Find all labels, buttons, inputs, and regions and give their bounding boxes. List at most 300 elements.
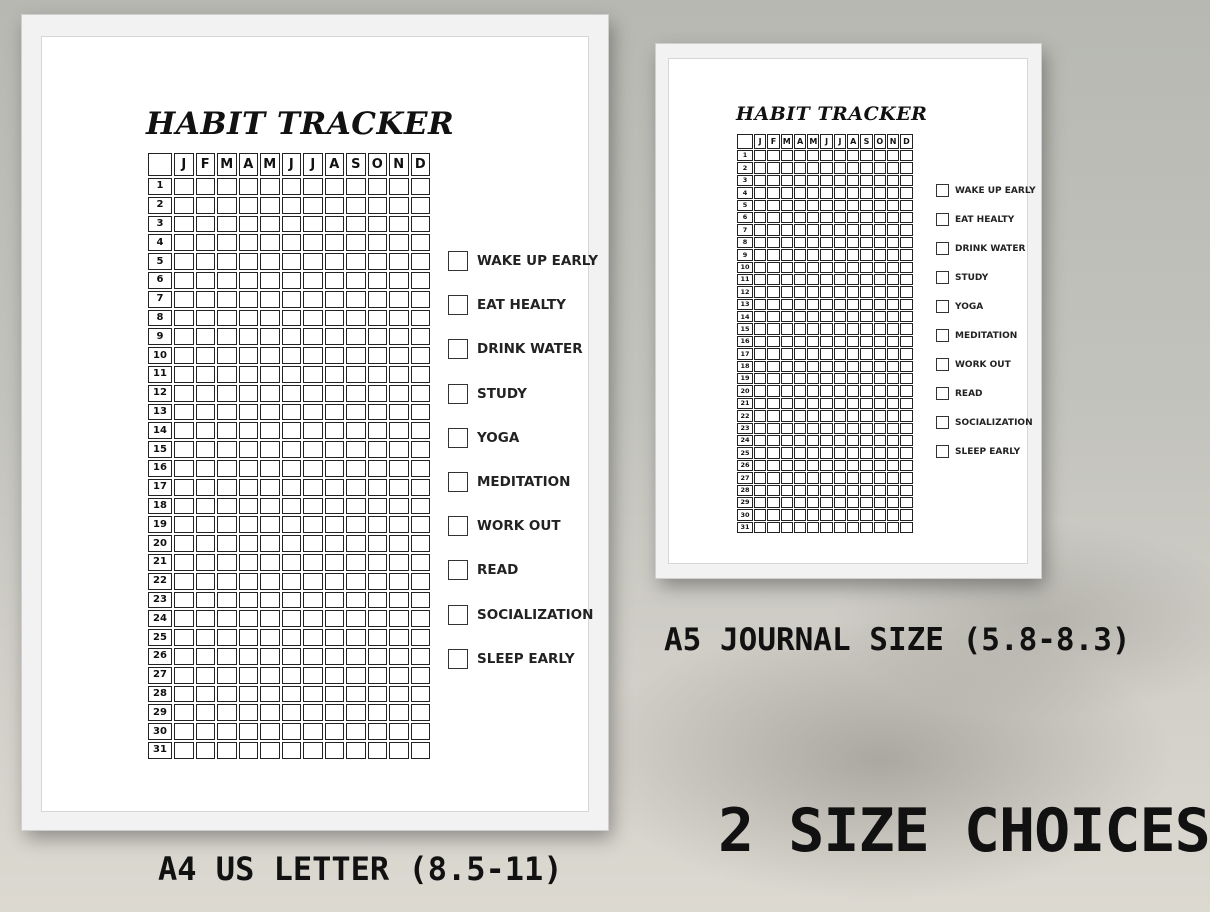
tracker-cell <box>834 237 846 248</box>
tracker-cell <box>874 224 886 235</box>
tracker-cell <box>754 385 766 396</box>
tracker-cell <box>807 472 819 483</box>
day-row <box>737 299 913 310</box>
tracker-cell <box>807 435 819 446</box>
day-row <box>148 310 430 327</box>
tracker-cell <box>346 178 366 195</box>
month-header: A <box>239 153 259 176</box>
tracker-cell <box>807 336 819 347</box>
habit-item <box>936 263 1036 292</box>
tracker-cell <box>781 286 793 297</box>
habit-checkbox <box>448 472 468 492</box>
tracker-cell <box>807 200 819 211</box>
tracker-cell <box>807 262 819 273</box>
tracker-cell <box>325 610 345 627</box>
day-number: 24 <box>148 610 172 627</box>
day-number: 28 <box>148 686 172 703</box>
day-number: 31 <box>148 742 172 759</box>
tracker-cell <box>767 299 779 310</box>
tracker-cell <box>847 336 859 347</box>
day-number: 13 <box>148 404 172 421</box>
tracker-cell <box>303 704 323 721</box>
tracker-cell <box>174 554 194 571</box>
tracker-cell <box>834 348 846 359</box>
tracker-cell <box>900 175 912 186</box>
tracker-cell <box>303 629 323 646</box>
tracker-cell <box>820 373 832 384</box>
tracker-cell <box>303 441 323 458</box>
day-row <box>737 509 913 520</box>
tracker-cell <box>303 272 323 289</box>
tracker-cell <box>874 212 886 223</box>
tracker-cell <box>807 398 819 409</box>
day-row <box>148 347 430 364</box>
day-row <box>737 410 913 421</box>
tracker-cell <box>900 348 912 359</box>
month-header-row <box>737 134 913 149</box>
tracker-cell <box>847 299 859 310</box>
tracker-cell <box>217 629 237 646</box>
tracker-cell <box>820 237 832 248</box>
tracker-cell <box>389 253 409 270</box>
tracker-cell <box>781 237 793 248</box>
tracker-cell <box>389 366 409 383</box>
tracker-cell <box>874 249 886 260</box>
tracker-cell <box>346 291 366 308</box>
tracker-cell <box>754 509 766 520</box>
tracker-cell <box>260 216 280 233</box>
tracker-cell <box>282 723 302 740</box>
day-row <box>737 373 913 384</box>
tracker-cell <box>847 286 859 297</box>
habit-checkbox <box>936 329 949 342</box>
tracker-cell <box>847 262 859 273</box>
tracker-cell <box>767 385 779 396</box>
tracker-cell <box>346 460 366 477</box>
tracker-cell <box>754 361 766 372</box>
tracker-cell <box>282 404 302 421</box>
tracker-cell <box>368 742 388 759</box>
tracker-cell <box>874 150 886 161</box>
tracker-cell <box>754 200 766 211</box>
tracker-cell <box>174 629 194 646</box>
month-header: J <box>174 153 194 176</box>
tracker-cell <box>781 175 793 186</box>
tracker-cell <box>820 150 832 161</box>
tracker-cell <box>325 422 345 439</box>
day-number: 21 <box>148 554 172 571</box>
tracker-cell <box>411 328 431 345</box>
tracker-cell <box>900 299 912 310</box>
tracker-cell <box>754 410 766 421</box>
tracker-cell <box>368 404 388 421</box>
day-number: 3 <box>148 216 172 233</box>
tracker-cell <box>260 347 280 364</box>
tracker-cell <box>887 385 899 396</box>
tracker-cell <box>368 328 388 345</box>
month-header: S <box>860 134 872 149</box>
tracker-cell <box>389 704 409 721</box>
tracker-cell <box>303 178 323 195</box>
tracker-cell <box>767 373 779 384</box>
tracker-cell <box>239 422 259 439</box>
day-row <box>148 404 430 421</box>
tracker-cell <box>174 310 194 327</box>
tracker-cell <box>834 509 846 520</box>
tracker-cell <box>239 648 259 665</box>
tracker-cell <box>900 410 912 421</box>
tracker-cell <box>874 187 886 198</box>
tracker-cell <box>239 592 259 609</box>
tracker-cell <box>900 311 912 322</box>
tracker-cell <box>887 286 899 297</box>
day-number: 25 <box>737 447 753 458</box>
tracker-cell <box>411 479 431 496</box>
tracker-cell <box>217 592 237 609</box>
habit-label: SLEEP EARLY <box>955 446 1021 457</box>
tracker-cell <box>754 336 766 347</box>
day-row <box>737 485 913 496</box>
day-row <box>737 150 913 161</box>
day-row <box>148 554 430 571</box>
tracker-cell <box>346 667 366 684</box>
tracker-cell <box>346 441 366 458</box>
tracker-cell <box>260 460 280 477</box>
tracker-cell <box>781 262 793 273</box>
tracker-cell <box>368 385 388 402</box>
day-number: 7 <box>148 291 172 308</box>
tracker-cell <box>217 554 237 571</box>
tracker-cell <box>411 629 431 646</box>
tracker-cell <box>282 610 302 627</box>
tracker-cell <box>887 249 899 260</box>
tracker-cell <box>174 592 194 609</box>
day-row <box>737 212 913 223</box>
tracker-cell <box>860 249 872 260</box>
tracker-cell <box>834 460 846 471</box>
tracker-cell <box>260 648 280 665</box>
tracker-cell <box>282 573 302 590</box>
day-row <box>737 435 913 446</box>
tracker-cell <box>820 200 832 211</box>
tracker-cell <box>368 535 388 552</box>
tracker-cell <box>389 573 409 590</box>
tracker-cell <box>767 361 779 372</box>
tracker-cell <box>767 150 779 161</box>
tracker-cell <box>217 479 237 496</box>
month-header: J <box>282 153 302 176</box>
day-number: 27 <box>737 472 753 483</box>
habit-checkbox <box>936 358 949 371</box>
corner-cell <box>737 134 753 149</box>
tracker-cell <box>174 366 194 383</box>
tracker-cell <box>781 224 793 235</box>
day-number: 18 <box>148 498 172 515</box>
tracker-cell <box>303 610 323 627</box>
tracker-cell <box>389 554 409 571</box>
tracker-cell <box>820 361 832 372</box>
tracker-cell <box>346 592 366 609</box>
tracker-cell <box>794 410 806 421</box>
tracker-cell <box>239 535 259 552</box>
habit-item <box>448 283 598 327</box>
tracker-cell <box>282 554 302 571</box>
tracker-cell <box>860 212 872 223</box>
tracker-cell <box>887 373 899 384</box>
tracker-cell <box>900 274 912 285</box>
tracker-cell <box>196 216 216 233</box>
tracker-cell <box>368 253 388 270</box>
day-number: 23 <box>737 423 753 434</box>
tracker-cell <box>174 516 194 533</box>
habit-label: WAKE UP EARLY <box>477 253 599 270</box>
tracker-cell <box>794 509 806 520</box>
tracker-cell <box>767 336 779 347</box>
tracker-cell <box>860 175 872 186</box>
tracker-cell <box>781 187 793 198</box>
tracker-cell <box>239 723 259 740</box>
tracker-cell <box>847 323 859 334</box>
tracker-cell <box>174 573 194 590</box>
tracker-cell <box>754 423 766 434</box>
tracker-cell <box>834 522 846 533</box>
tracker-cell <box>807 311 819 322</box>
habit-label: EAT HEALTY <box>477 297 566 314</box>
habit-label: EAT HEALTY <box>955 214 1015 225</box>
tracker-cell <box>196 573 216 590</box>
tracker-cell <box>303 347 323 364</box>
day-row <box>148 253 430 270</box>
tracker-cell <box>807 212 819 223</box>
tracker-cell <box>860 200 872 211</box>
tracker-cell <box>900 398 912 409</box>
tracker-cell <box>794 274 806 285</box>
tracker-cell <box>303 479 323 496</box>
day-number: 5 <box>737 200 753 211</box>
habit-checkbox <box>936 300 949 313</box>
tracker-cell <box>874 162 886 173</box>
day-number: 20 <box>737 385 753 396</box>
tracker-cell <box>767 237 779 248</box>
day-row <box>148 234 430 251</box>
day-number: 22 <box>737 410 753 421</box>
tracker-cell <box>781 385 793 396</box>
day-number: 8 <box>737 237 753 248</box>
tracker-cell <box>325 272 345 289</box>
habit-checkbox <box>448 384 468 404</box>
tracker-cell <box>196 422 216 439</box>
tracker-cell <box>807 485 819 496</box>
tracker-cell <box>887 435 899 446</box>
month-header-row <box>148 153 430 176</box>
tracker-cell <box>794 348 806 359</box>
tracker-cell <box>368 610 388 627</box>
tracker-cell <box>820 162 832 173</box>
tracker-cell <box>239 366 259 383</box>
tracker-cell <box>874 200 886 211</box>
habit-label: YOGA <box>955 301 984 312</box>
habit-item <box>936 292 1036 321</box>
day-row <box>148 742 430 759</box>
tracker-cell <box>282 216 302 233</box>
tracker-cell <box>174 479 194 496</box>
tracker-cell <box>239 272 259 289</box>
habit-item <box>936 321 1036 350</box>
tracker-cell <box>196 592 216 609</box>
tracker-cell <box>282 742 302 759</box>
tracker-cell <box>754 187 766 198</box>
tracker-cell <box>807 299 819 310</box>
tracker-cell <box>767 274 779 285</box>
habit-item <box>936 379 1036 408</box>
tracker-cell <box>807 348 819 359</box>
tracker-cell <box>174 216 194 233</box>
tracker-cell <box>767 311 779 322</box>
tracker-cell <box>860 410 872 421</box>
tracker-cell <box>368 422 388 439</box>
tracker-cell <box>282 422 302 439</box>
tracker-cell <box>874 385 886 396</box>
day-row <box>148 216 430 233</box>
habit-item <box>448 239 598 283</box>
tracker-cell <box>196 723 216 740</box>
day-row <box>148 723 430 740</box>
tracker-cell <box>217 216 237 233</box>
tracker-cell <box>239 216 259 233</box>
tracker-cell <box>411 272 431 289</box>
tracker-cell <box>389 291 409 308</box>
tracker-cell <box>174 272 194 289</box>
tracker-cell <box>794 485 806 496</box>
tracker-cell <box>847 460 859 471</box>
tracker-cell <box>900 385 912 396</box>
habit-checkbox <box>936 213 949 226</box>
a5-title: HABIT TRACKER <box>736 103 928 125</box>
day-number: 19 <box>737 373 753 384</box>
tracker-cell <box>900 249 912 260</box>
day-row <box>148 197 430 214</box>
day-number: 23 <box>148 592 172 609</box>
tracker-cell <box>794 175 806 186</box>
tracker-cell <box>794 262 806 273</box>
tracker-cell <box>325 554 345 571</box>
tracker-cell <box>754 262 766 273</box>
tracker-cell <box>217 178 237 195</box>
tracker-cell <box>346 479 366 496</box>
tracker-cell <box>239 347 259 364</box>
tracker-cell <box>794 361 806 372</box>
tracker-cell <box>820 522 832 533</box>
tracker-cell <box>847 472 859 483</box>
tracker-cell <box>368 498 388 515</box>
day-number: 27 <box>148 667 172 684</box>
tracker-cell <box>217 460 237 477</box>
tracker-cell <box>260 742 280 759</box>
tracker-cell <box>368 554 388 571</box>
day-row <box>737 460 913 471</box>
tracker-cell <box>767 224 779 235</box>
tracker-cell <box>754 447 766 458</box>
month-header: M <box>260 153 280 176</box>
tracker-cell <box>820 311 832 322</box>
day-number: 2 <box>148 197 172 214</box>
tracker-cell <box>389 385 409 402</box>
tracker-cell <box>860 398 872 409</box>
tracker-cell <box>174 404 194 421</box>
tracker-cell <box>196 460 216 477</box>
tracker-cell <box>794 200 806 211</box>
tracker-cell <box>325 366 345 383</box>
tracker-cell <box>260 253 280 270</box>
tracker-cell <box>260 328 280 345</box>
tracker-cell <box>217 498 237 515</box>
tracker-cell <box>260 592 280 609</box>
tracker-cell <box>368 234 388 251</box>
day-row <box>148 610 430 627</box>
tracker-cell <box>217 535 237 552</box>
tracker-cell <box>834 187 846 198</box>
tracker-cell <box>847 497 859 508</box>
tracker-cell <box>767 460 779 471</box>
day-row <box>148 441 430 458</box>
tracker-cell <box>303 498 323 515</box>
tracker-cell <box>794 423 806 434</box>
tracker-cell <box>260 610 280 627</box>
tracker-cell <box>411 535 431 552</box>
tracker-cell <box>781 447 793 458</box>
tracker-cell <box>834 410 846 421</box>
tracker-cell <box>834 262 846 273</box>
tracker-cell <box>834 162 846 173</box>
month-header: M <box>807 134 819 149</box>
day-number: 1 <box>148 178 172 195</box>
habit-label: WAKE UP EARLY <box>955 185 1036 196</box>
tracker-cell <box>874 274 886 285</box>
tracker-cell <box>847 435 859 446</box>
tracker-cell <box>834 286 846 297</box>
tracker-cell <box>174 197 194 214</box>
tracker-cell <box>874 361 886 372</box>
tracker-cell <box>346 629 366 646</box>
tracker-cell <box>368 197 388 214</box>
tracker-cell <box>794 472 806 483</box>
day-row <box>737 348 913 359</box>
tracker-cell <box>754 299 766 310</box>
month-header: D <box>411 153 431 176</box>
tracker-cell <box>282 272 302 289</box>
habit-item <box>936 437 1036 466</box>
tracker-cell <box>834 485 846 496</box>
habit-label: WORK OUT <box>477 518 561 535</box>
tracker-cell <box>874 497 886 508</box>
tracker-cell <box>900 447 912 458</box>
tracker-cell <box>887 224 899 235</box>
day-number: 12 <box>148 385 172 402</box>
tracker-cell <box>346 723 366 740</box>
tracker-cell <box>847 410 859 421</box>
tracker-cell <box>781 348 793 359</box>
tracker-cell <box>820 423 832 434</box>
tracker-cell <box>767 162 779 173</box>
habit-checkbox <box>448 649 468 669</box>
habit-label: DRINK WATER <box>955 243 1026 254</box>
tracker-cell <box>874 435 886 446</box>
tracker-cell <box>874 447 886 458</box>
tracker-cell <box>411 441 431 458</box>
tracker-cell <box>217 648 237 665</box>
tracker-cell <box>174 610 194 627</box>
habit-checkbox <box>448 339 468 359</box>
